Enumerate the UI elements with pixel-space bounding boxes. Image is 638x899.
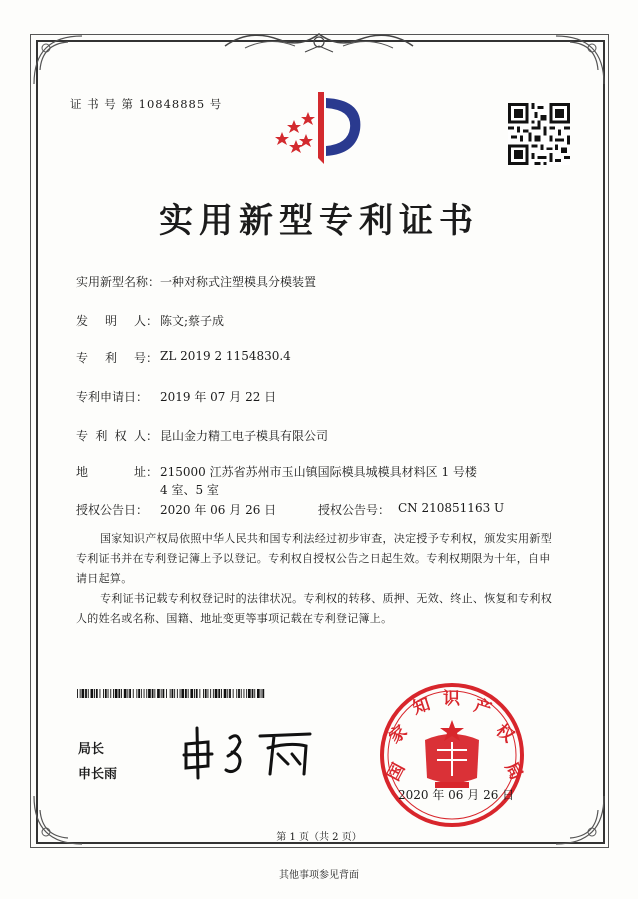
patentee-value: 昆山金力精工电子模具有限公司 [160,429,329,443]
statement-paragraph: 专利证书记载专利权登记时的法律状况。专利权的转移、质押、无效、终止、恢复和专利权人的姓名或名称、国籍、地址变更等事项记载在专利登记簿上。 [76,592,552,625]
statement-paragraph: 国家知识产权局依照中华人民共和国专利法经过初步审查，决定授予专利权，颁发实用新型专利证书并在专利登记簿上予以登记。专利权自授权公告之日起生效。专利权期限为十年，自申请日起算。 [76,532,552,585]
grant-number-label: 授权公告号： [318,503,391,517]
utility-name-value: 一种对称式注塑模具分模装置 [160,275,317,289]
director-name: 申长雨 [78,767,118,782]
patentee-label: 专 利 权 人： [76,429,158,443]
svg-text:家: 家 [385,721,412,748]
footnote: 其他事项参见背面 [279,870,359,881]
grant-number-value: CN 210851163 U [398,501,505,515]
certificate-number: 证 书 号 第 10848885 号 [70,97,223,111]
patent-number-value: ZL 2019 2 1154830.4 [160,349,291,363]
filing-date-value: 2019 年 07 月 22 日 [160,390,277,404]
director-title: 局长 [78,742,105,757]
svg-text:知: 知 [410,694,433,719]
patent-number-label: 专 利 号： [76,351,158,365]
inventor-value: 陈文;蔡子成 [160,314,225,328]
page-title: 实用新型专利证书 [159,201,479,241]
inventor-label: 发 明 人： [76,314,158,328]
address-line-1: 215000 江苏省苏州市玉山镇国际模具城模具材料区 1 号楼 [160,465,477,479]
grant-date-value: 2020 年 06 月 26 日 [160,503,277,517]
address-label: 地 址： [76,465,158,479]
official-seal-icon [377,680,527,830]
qr-code-icon [508,103,570,165]
cnipa-logo-icon [268,88,378,168]
svg-text:权: 权 [491,720,518,747]
utility-name-label: 实用新型名称： [76,275,161,289]
svg-text:局: 局 [500,758,527,784]
signature-icon [178,722,318,782]
grant-date-label: 授权公告日： [76,503,149,517]
page-number: 第 1 页（共 2 页） [276,832,362,843]
top-ornament-icon [220,26,418,56]
filing-date-label: 专利申请日： [76,390,149,404]
address-line-2: 4 室、5 室 [160,483,219,497]
svg-text:国: 国 [383,759,410,785]
corner-ornament-icon [550,30,610,90]
seal-date: 2020 年 06 月 26 日 [398,788,515,802]
svg-text:产: 产 [471,695,494,721]
svg-text:识: 识 [443,689,460,709]
corner-ornament-icon [28,30,88,90]
barcode-icon [77,689,267,698]
